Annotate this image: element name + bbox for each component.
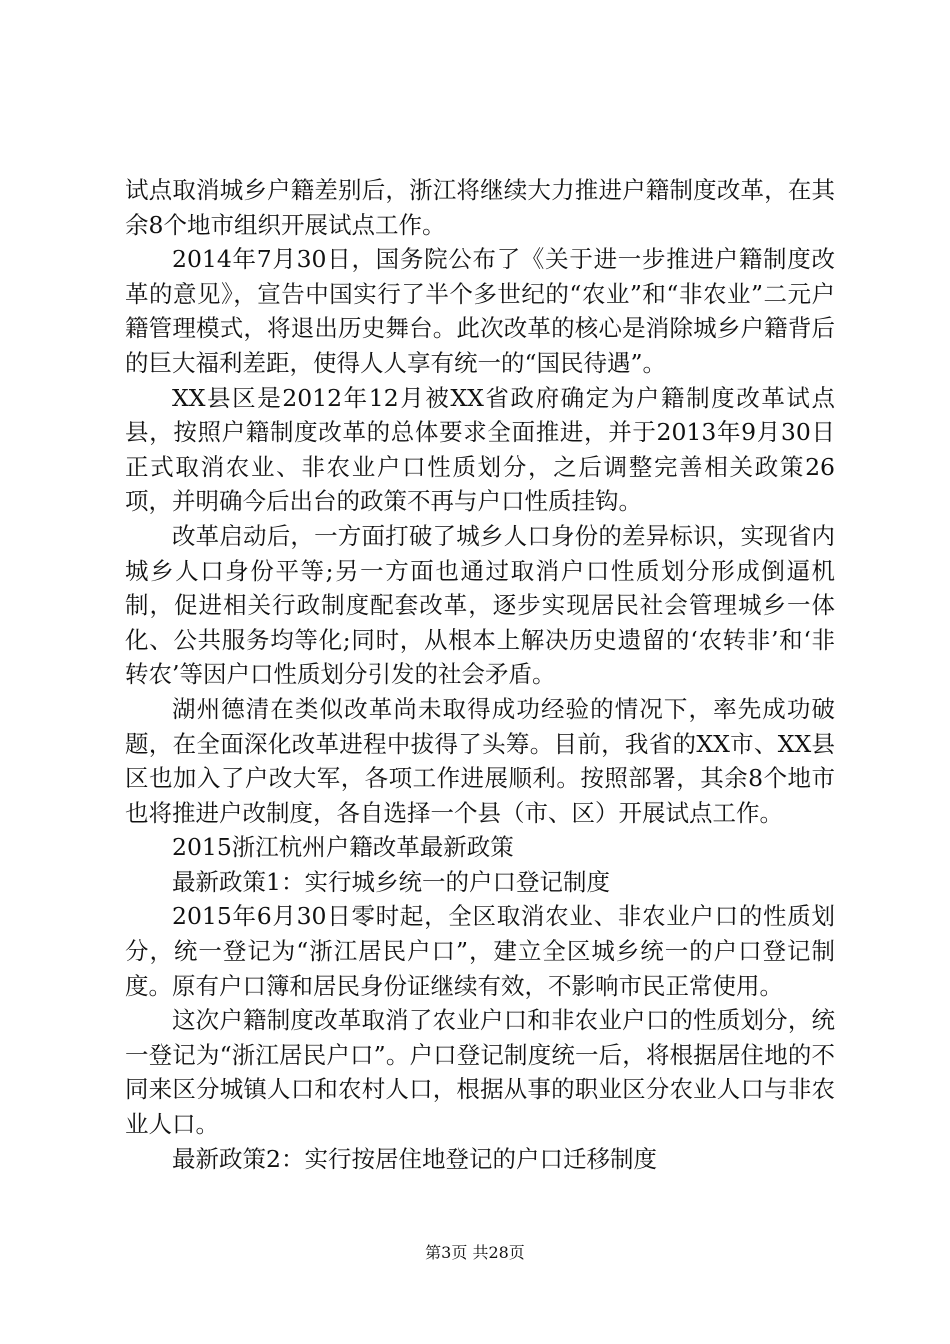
paragraph-3: XX县区是2012年12月被XX省政府确定为户籍制度改革试点县，按照户籍制度改革的总体要求全面推进，并于2013年9月30日正式取消农业、非农业户口性质划分，之后调整完善相关政策26项，并明确今后出台的政策不再与户口性质挂钩。: [125, 383, 835, 516]
paragraph-4: 改革启动后，一方面打破了城乡人口身份的差异标识，实现省内城乡人口身份平等;另一方面也通过取消户口性质划分形成倒逼机制，促进相关行政制度配套改革，逐步实现居民社会管理城乡一体化、公共服务均等化;同时，从根本上解决历史遗留的‘农转非’和‘非转农’等因户口性质划分引发的社会矛盾。: [125, 521, 835, 689]
paragraph-8: 2015年6月30日零时起，全区取消农业、非农业户口的性质划分，统一登记为“浙江居民户口”，建立全区城乡统一的户口登记制度。原有户口簿和居民身份证继续有效，不影响市民正常使用。: [125, 902, 835, 1000]
paragraph-2: 2014年7月30日，国务院公布了《关于进一步推进户籍制度改革的意见》，宣告中国实行了半个多世纪的“农业”和“非农业”二元户籍管理模式，将退出历史舞台。此次改革的核心是消除城乡户籍背后的巨大福利差距，使得人人享有统一的“国民待遇”。: [125, 245, 835, 377]
paragraph-1: 试点取消城乡户籍差别后，浙江将继续大力推进户籍制度改革，在其余8个地市组织开展试点工作。: [125, 176, 835, 239]
policy-1-heading: 最新政策1：实行城乡统一的户口登记制度: [172, 867, 610, 896]
paragraph-9: 这次户籍制度改革取消了农业户口和非农业户口的性质划分，统一登记为“浙江居民户口”。户口登记制度统一后，将根据居住地的不同来区分城镇人口和农村人口，根据从事的职业区分农业人口与非农业人口。: [125, 1006, 835, 1139]
section-heading: 2015浙江杭州户籍改革最新政策: [172, 833, 514, 862]
document-body: [125, 173, 835, 1176]
policy-2-heading: 最新政策2：实行按居住地登记的户口迁移制度: [172, 1144, 657, 1173]
page-number-footer: 第3页 共28页: [425, 1243, 525, 1262]
paragraph-5: 湖州德清在类似改革尚未取得成功经验的情况下，率先成功破题，在全面深化改革进程中拔得了头筹。目前，我省的XX市、XX县区也加入了户改大军，各项工作进展顺利。按照部署，其余8个地市也将推进户改制度，各自选择一个县（市、区）开展试点工作。: [125, 694, 835, 827]
